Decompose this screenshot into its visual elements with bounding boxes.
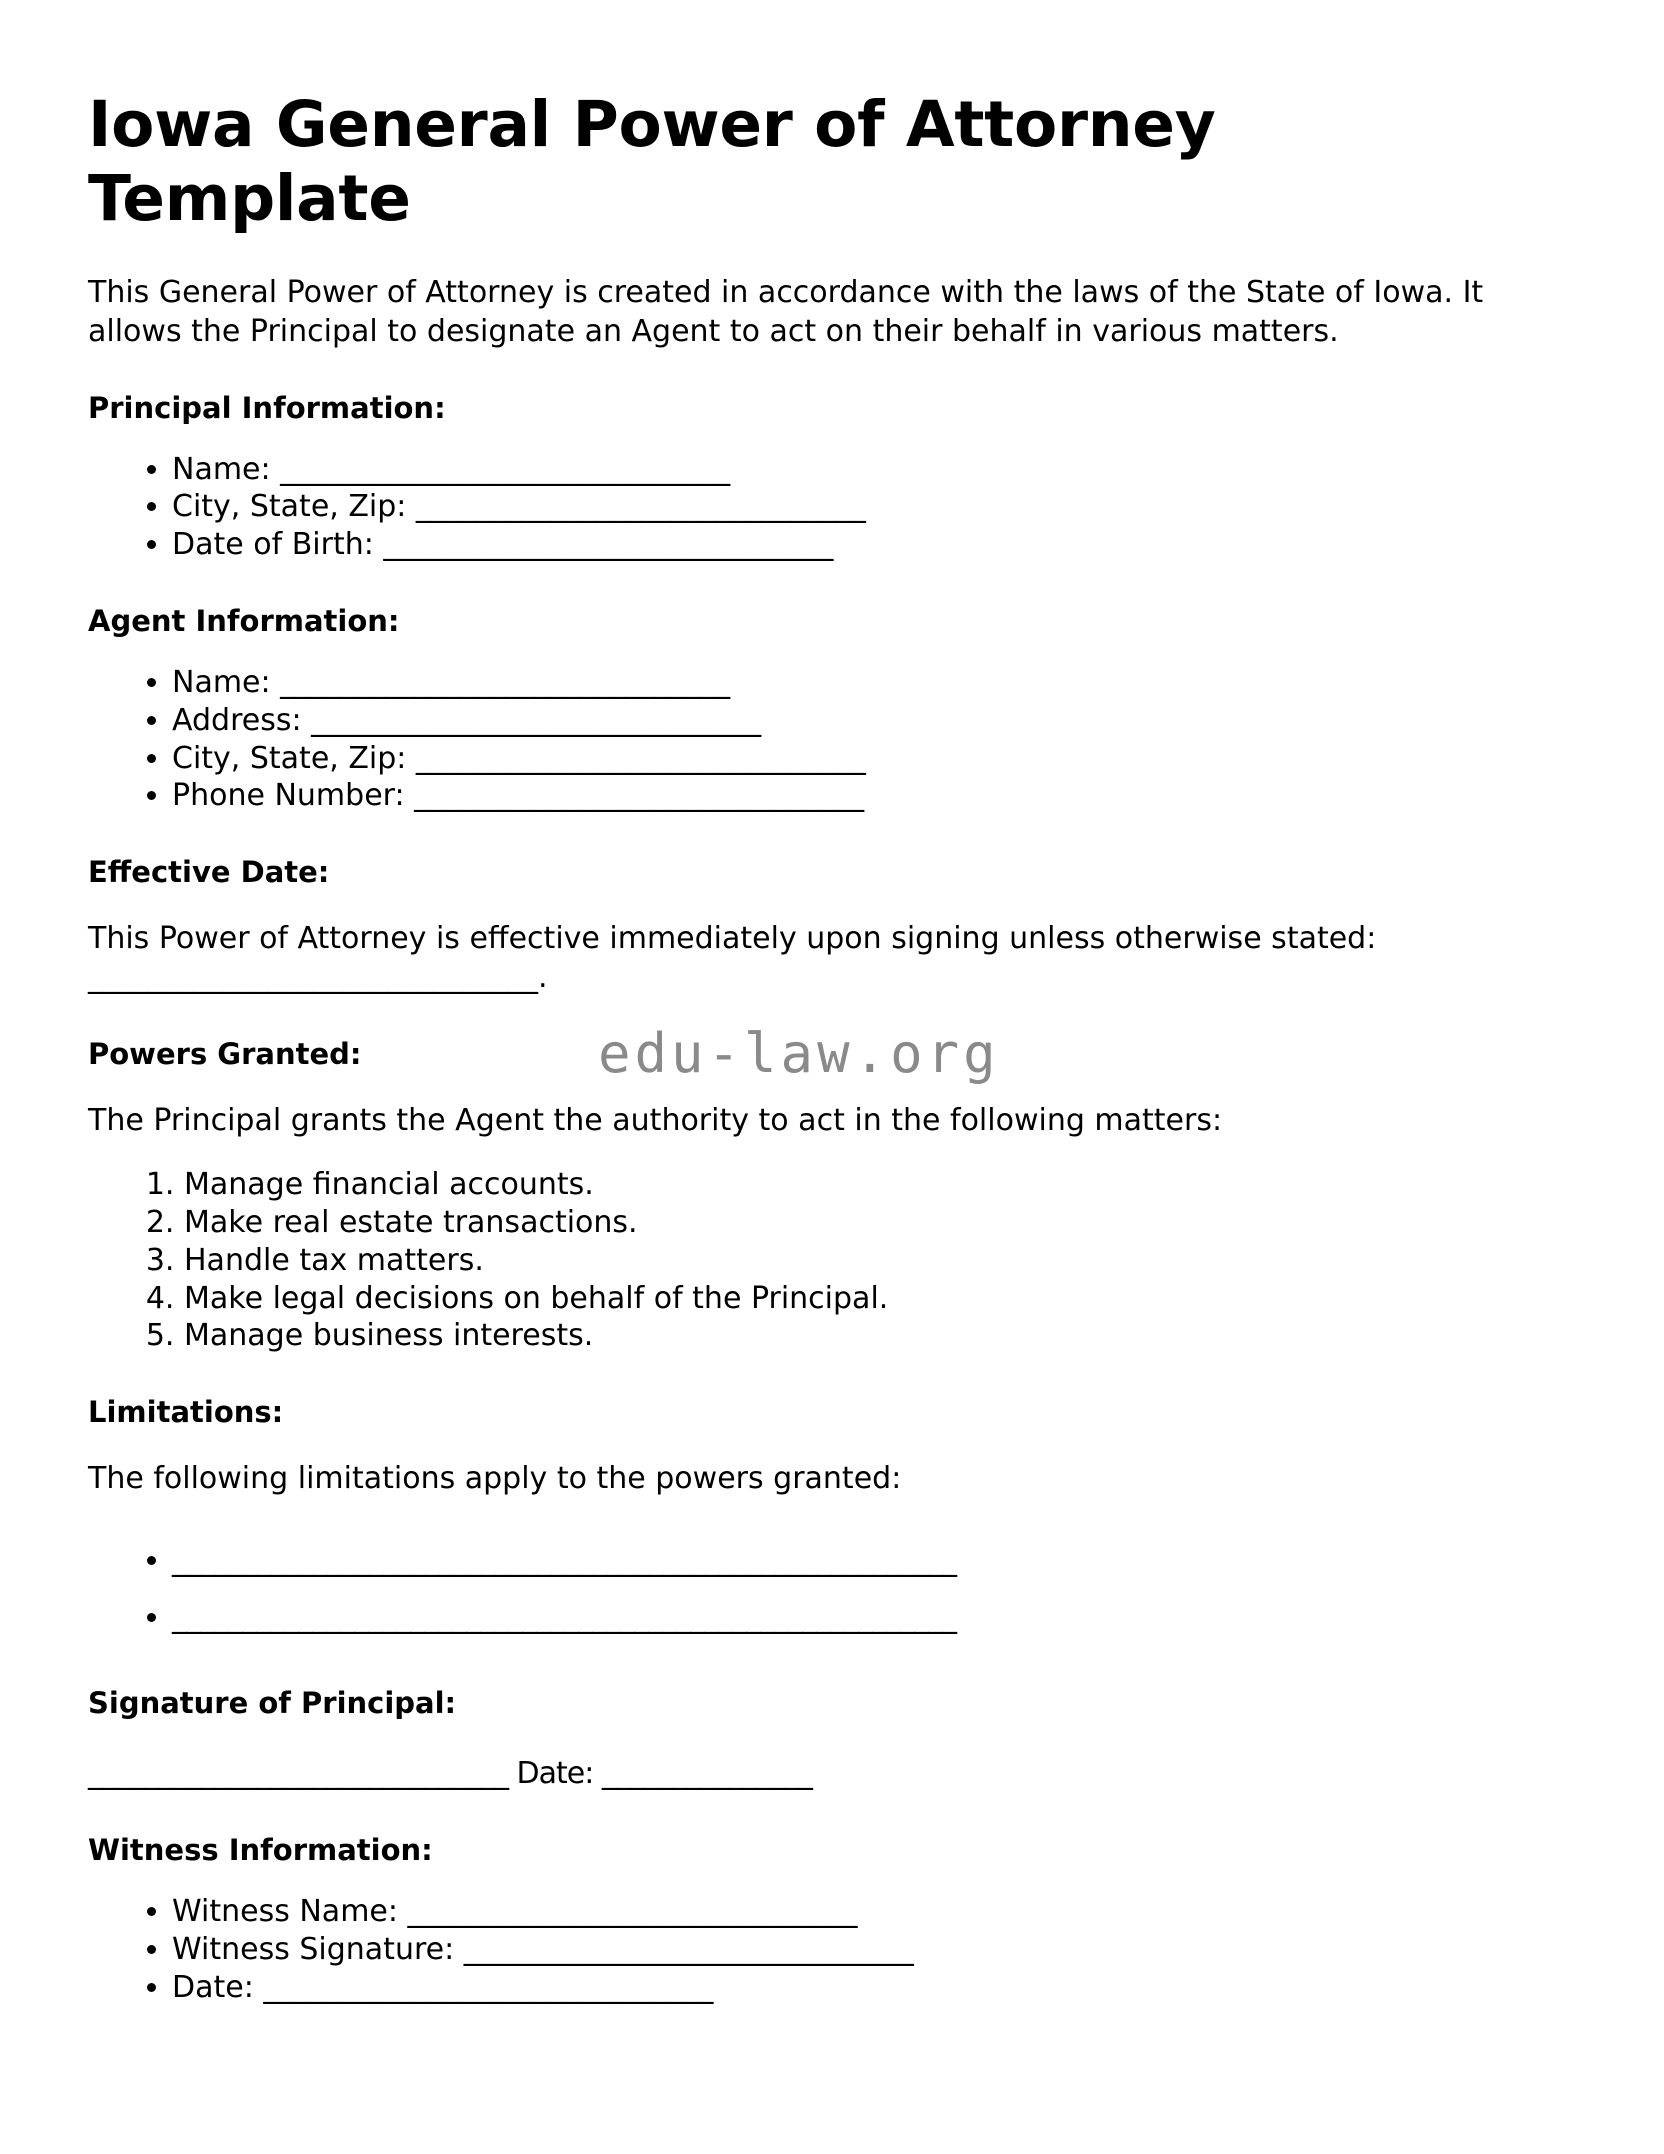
page-title: Iowa General Power of Attorney Template	[88, 88, 1216, 236]
witness-information-list	[88, 1893, 1546, 2006]
list-item: • Phone Number: ______________________________	[172, 777, 1546, 815]
list-item: 4. Make legal decisions on behalf of the Principal.	[184, 1280, 1546, 1318]
list-item: • Date: ______________________________	[172, 1969, 1546, 2007]
section-heading-effective-date: Effective Date:	[88, 855, 330, 890]
section-heading-limitations: Limitations:	[88, 1395, 284, 1430]
signature-of-principal-line: ______________________________ Date: _______________	[88, 1756, 812, 1792]
intro-paragraph: This General Power of Attorney is created in accordance with the laws of the State of Iowa. It allows the Principal to designate an Agent to act on their behalf in various matters.	[88, 274, 1484, 349]
list-item: • Address: ______________________________	[172, 702, 1546, 740]
principal-information-list	[88, 451, 1546, 564]
section-heading-witness-information: Witness Information:	[88, 1833, 433, 1868]
list-item: • City, State, Zip: ______________________________	[172, 488, 1546, 526]
list-item: 3. Handle tax matters.	[184, 1242, 1546, 1280]
list-item: • ________________________________________________________	[172, 1589, 1546, 1646]
section-heading-powers-granted: Powers Granted:	[88, 1037, 362, 1072]
limitations-intro: The following limitations apply to the powers granted:	[88, 1461, 902, 1497]
site-watermark: edu-law.org	[598, 1022, 1000, 1085]
section-heading-principal-information: Principal Information:	[88, 390, 446, 425]
section-heading-agent-information: Agent Information:	[88, 604, 400, 639]
agent-information-list	[88, 664, 1546, 815]
list-item: • Name: ______________________________	[172, 451, 1546, 489]
limitations-blank-list	[88, 1532, 1546, 1646]
list-item: • ________________________________________________________	[172, 1532, 1546, 1589]
list-item: • City, State, Zip: ______________________________	[172, 740, 1546, 778]
section-heading-signature-of-principal: Signature of Principal:	[88, 1686, 457, 1721]
list-item: 5. Manage business interests.	[184, 1317, 1546, 1355]
powers-granted-intro: The Principal grants the Agent the authority to act in the following matters:	[88, 1103, 1223, 1139]
list-item: 1. Manage financial accounts.	[184, 1166, 1546, 1204]
list-item: • Name: ______________________________	[172, 664, 1546, 702]
effective-date-body: This Power of Attorney is effective immediately upon signing unless otherwise stated: ______________________________.	[88, 921, 1377, 996]
powers-granted-list	[88, 1166, 1546, 1355]
list-item: • Witness Name: ______________________________	[172, 1893, 1546, 1931]
list-item: • Witness Signature: ______________________________	[172, 1931, 1546, 1969]
list-item: 2. Make real estate transactions.	[184, 1204, 1546, 1242]
list-item: • Date of Birth: ______________________________	[172, 526, 1546, 564]
